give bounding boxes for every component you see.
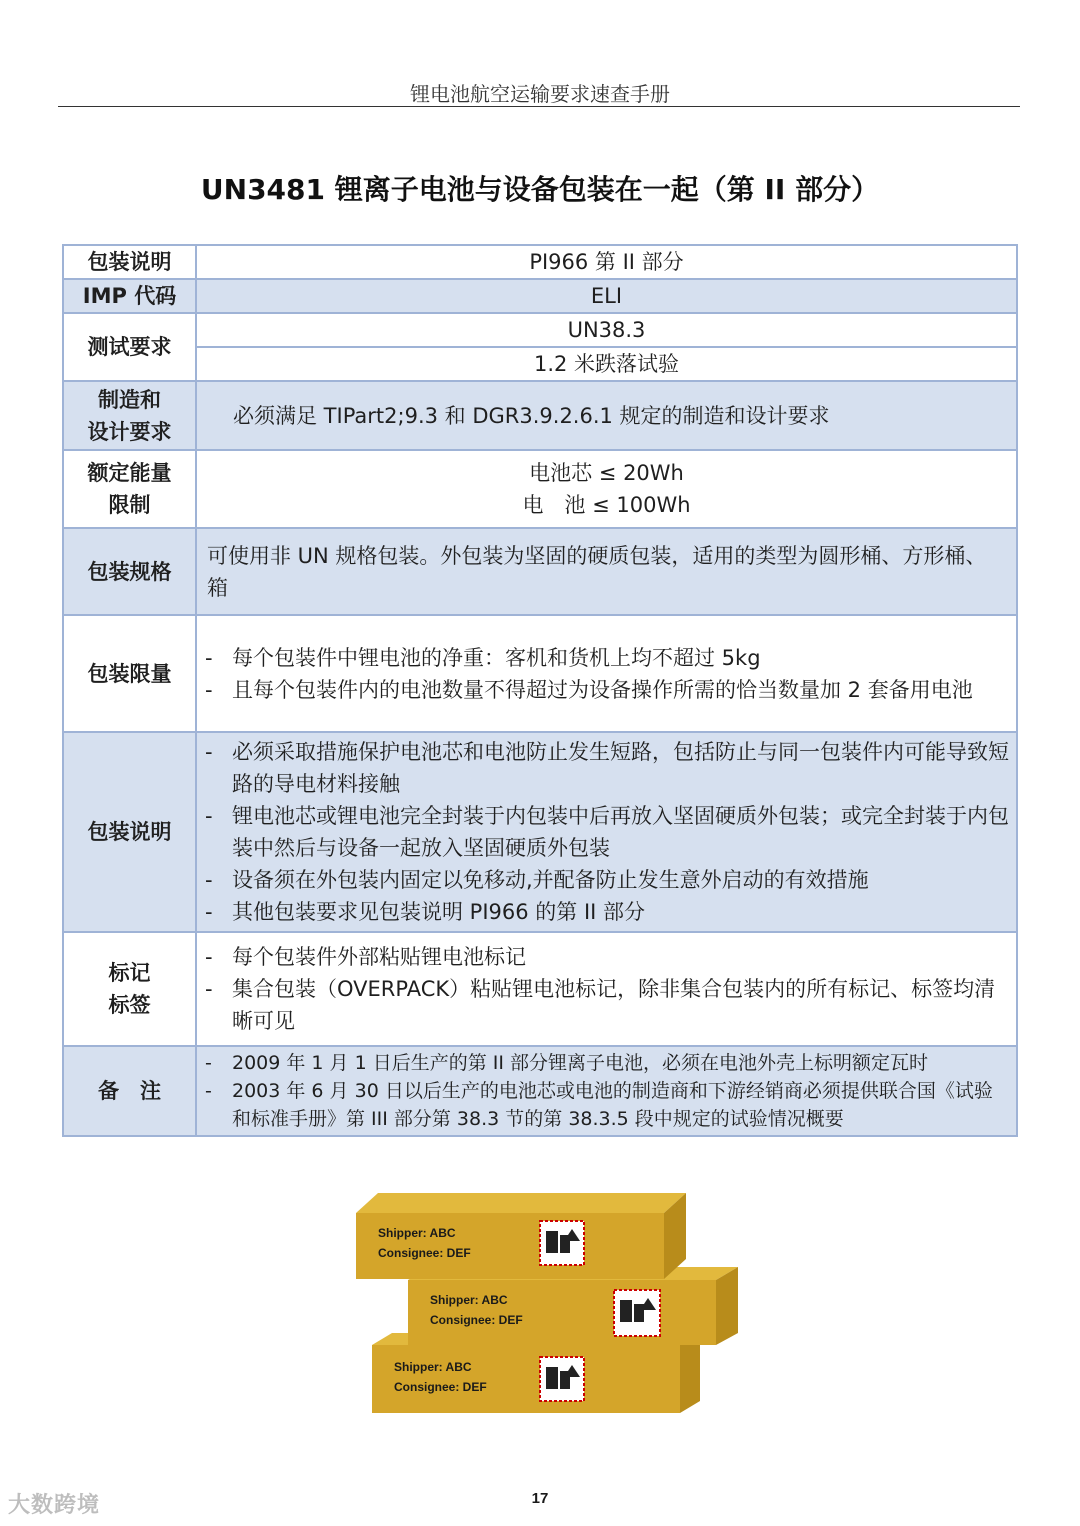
row-value: 1.2 米跌落试验	[196, 347, 1017, 381]
lithium-battery-label-icon	[540, 1357, 584, 1401]
list-item: - 每个包装件中锂电池的净重：客机和货机上均不超过 5kg	[205, 642, 1010, 674]
header-divider	[58, 106, 1020, 107]
consignee-text: Consignee: DEF	[394, 1380, 487, 1394]
spec-table	[62, 244, 1018, 1137]
row-packaging-notes	[63, 732, 1017, 932]
list-item: - 每个包装件外部粘贴锂电池标记	[205, 941, 1010, 973]
label-line: 额定能量	[87, 461, 172, 485]
shipper-text: Shipper: ABC	[378, 1226, 456, 1240]
row-value: ELI	[196, 279, 1017, 313]
row-value	[196, 932, 1017, 1046]
row-label: 包装说明	[63, 732, 196, 932]
watermark: 大数跨境	[8, 1493, 101, 1518]
row-label: IMP 代码	[63, 279, 196, 313]
row-label: 包装说明	[63, 245, 196, 279]
row-label: 测试要求	[63, 313, 196, 381]
label-line: 设计要求	[87, 419, 172, 444]
row-label	[63, 381, 196, 450]
row-manufacturing	[63, 381, 1017, 450]
list-item: - 其他包装要求见包装说明 PI966 的第 II 部分	[205, 896, 1010, 928]
notes-list	[197, 734, 1016, 930]
page-number: 17	[531, 1490, 549, 1507]
row-packaging-spec	[63, 528, 1017, 615]
list-item: - 集合包装（OVERPACK）粘贴锂电池标记，除非集合包装内的所有标记、标签均清晰可见	[205, 973, 1010, 1037]
energy-battery: 电 池 ≤ 100Wh	[522, 493, 691, 517]
row-remarks	[63, 1046, 1017, 1136]
list-item: - 2003 年 6 月 30 日以后生产的电池芯或电池的制造商和下游经销商必须提供联合国《试验和标准手册》第 III 部分第 38.3 节的第 38.3.5 段中规定的试验情况概要	[205, 1077, 1010, 1133]
list-item: - 锂电池芯或锂电池完全封装于内包装中后再放入坚固硬质外包装；或完全封装于内包装中然后与设备一起放入坚固硬质外包装	[205, 800, 1010, 864]
remarks-list	[197, 1047, 1016, 1135]
marking-list	[197, 939, 1016, 1039]
row-value	[196, 450, 1017, 528]
row-value	[196, 732, 1017, 932]
consignee-text: Consignee: DEF	[378, 1246, 471, 1260]
box-top	[356, 1193, 686, 1279]
label-line: 制造和	[98, 387, 161, 412]
row-value: PI966 第 II 部分	[196, 245, 1017, 279]
limit-list	[197, 640, 1016, 708]
list-item: - 必须采取措施保护电池芯和电池防止发生短路，包括防止与同一包装件内可能导致短路的导电材料接触	[205, 736, 1010, 800]
row-label: 备 注	[63, 1046, 196, 1136]
row-label: 包装限量	[63, 615, 196, 732]
row-marking	[63, 932, 1017, 1046]
row-label	[63, 450, 196, 528]
list-item: - 且每个包装件内的电池数量不得超过为设备操作所需的恰当数量加 2 套备用电池	[205, 674, 1010, 706]
page-title: UN3481 锂离子电池与设备包装在一起（第 II 部分）	[200, 173, 880, 206]
package-illustration	[350, 1185, 750, 1425]
row-value	[196, 615, 1017, 732]
row-packaging-limit	[63, 615, 1017, 732]
row-value: UN38.3	[196, 313, 1017, 347]
energy-cell: 电池芯 ≤ 20Wh	[529, 461, 684, 485]
row-imp-code	[63, 279, 1017, 313]
row-value: 必须满足 TIPart2;9.3 和 DGR3.9.2.6.1 规定的制造和设计要求	[196, 381, 1017, 450]
row-test-requirements	[63, 313, 1017, 347]
consignee-text: Consignee: DEF	[430, 1313, 523, 1327]
lithium-battery-label-icon	[614, 1290, 660, 1336]
shipper-text: Shipper: ABC	[394, 1360, 472, 1374]
row-packing-instruction	[63, 245, 1017, 279]
label-line: 标记	[108, 961, 151, 985]
list-item: - 设备须在外包装内固定以免移动,并配备防止发生意外启动的有效措施	[205, 864, 1010, 896]
shipper-text: Shipper: ABC	[430, 1293, 508, 1307]
running-header: 锂电池航空运输要求速查手册	[410, 82, 670, 106]
row-label: 包装规格	[63, 528, 196, 615]
row-rated-energy	[63, 450, 1017, 528]
row-label	[63, 932, 196, 1046]
row-value: 可使用非 UN 规格包装。外包装为坚固的硬质包装，适用的类型为圆形桶、方形桶、箱	[196, 528, 1017, 615]
list-item: - 2009 年 1 月 1 日后生产的第 II 部分锂离子电池，必须在电池外壳上标明额定瓦时	[205, 1049, 1010, 1077]
lithium-battery-label-icon	[540, 1221, 584, 1265]
label-line: 限制	[108, 493, 151, 517]
row-value	[196, 1046, 1017, 1136]
row-test-requirements-2	[63, 347, 1017, 381]
label-line: 标签	[108, 993, 151, 1017]
